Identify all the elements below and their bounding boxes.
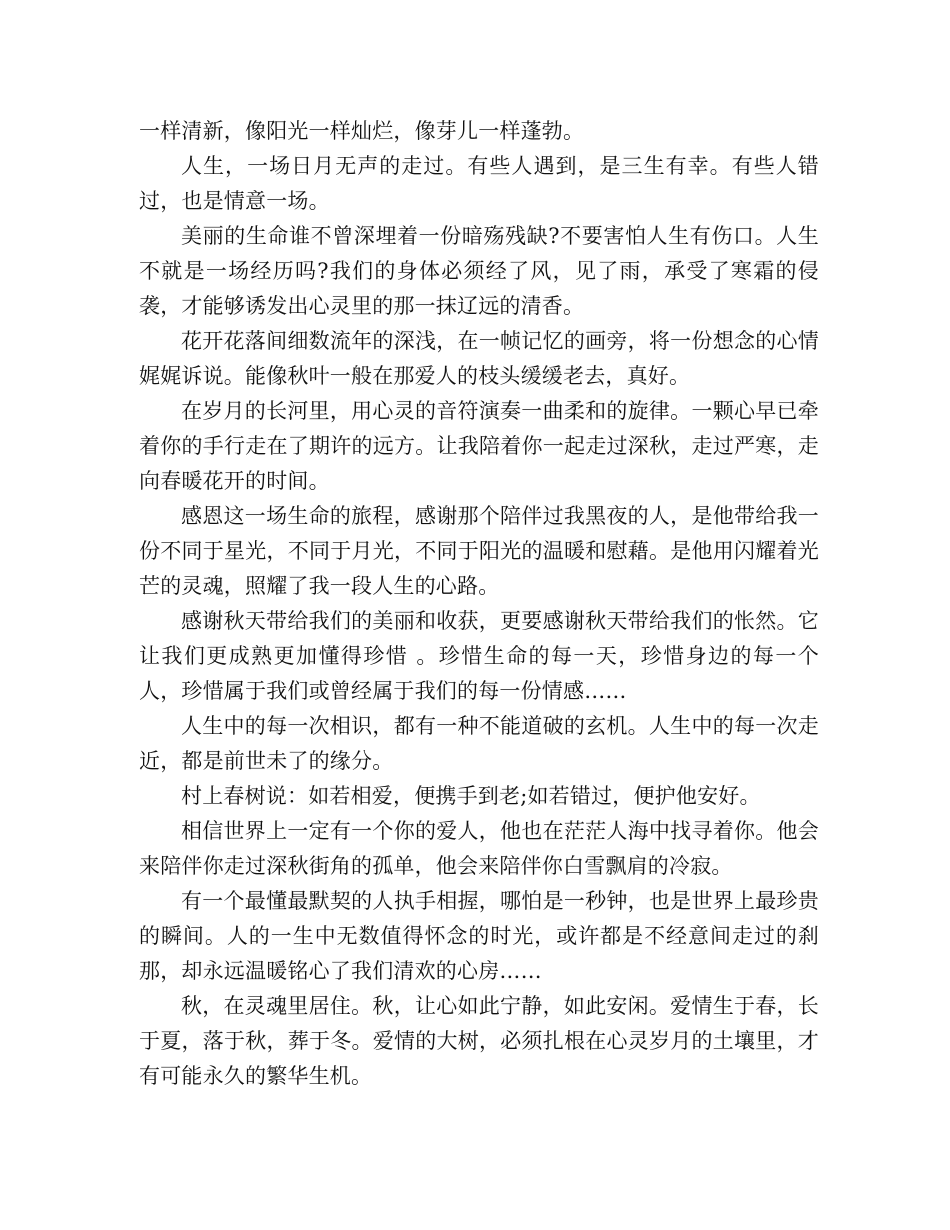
article-body — [139, 114, 819, 1094]
paragraph-5: 在岁月的长河里，用心灵的音符演奏一曲柔和的旋律。一颗心早已牵着你的手行走在了期许的远方。让我陪着你一起走过深秋，走过严寒，走向春暖花开的时间。 — [139, 399, 819, 493]
paragraph-10: 相信世界上一定有一个你的爱人，他也在茫茫人海中找寻着你。他会来陪伴你走过深秋街角的孤单，他会来陪伴你白雪飘肩的冷寂。 — [139, 819, 819, 878]
paragraph-1: 一样清新，像阳光一样灿烂，像芽儿一样蓬勃。 — [139, 119, 585, 143]
paragraph-3: 美丽的生命谁不曾深埋着一份暗殇残缺?不要害怕人生有伤口。人生不就是一场经历吗?我们的身体必须经了风，见了雨，承受了寒霜的侵袭，才能够诱发出心灵里的那一抹辽远的清香。 — [139, 224, 819, 318]
paragraph-4: 花开花落间细数流年的深浅，在一帧记忆的画旁，将一份想念的心情娓娓诉说。能像秋叶一般在那爱人的枝头缓缓老去，真好。 — [139, 329, 819, 388]
paragraph-2: 人生，一场日月无声的走过。有些人遇到，是三生有幸。有些人错过，也是情意一场。 — [139, 154, 819, 213]
paragraph-6: 感恩这一场生命的旅程，感谢那个陪伴过我黑夜的人，是他带给我一份不同于星光，不同于月光，不同于阳光的温暖和慰藉。是他用闪耀着光芒的灵魂，照耀了我一段人生的心路。 — [139, 504, 819, 598]
paragraph-9: 村上春树说：如若相爱，便携手到老;如若错过，便护他安好。 — [181, 784, 761, 808]
paragraph-11: 有一个最懂最默契的人执手相握，哪怕是一秒钟，也是世界上最珍贵的瞬间。人的一生中无数值得怀念的时光，或许都是不经意间走过的刹那，却永远温暖铭心了我们清欢的心房…… — [139, 889, 819, 983]
paragraph-8: 人生中的每一次相识，都有一种不能道破的玄机。人生中的每一次走近，都是前世未了的缘分。 — [139, 714, 819, 773]
paragraph-7: 感谢秋天带给我们的美丽和收获，更要感谢秋天带给我们的怅然。它让我们更成熟更加懂得珍惜 。珍惜生命的每一天，珍惜身边的每一个人，珍惜属于我们或曾经属于我们的每一份情感…… — [139, 609, 819, 703]
paragraph-12: 秋，在灵魂里居住。秋，让心如此宁静，如此安闲。爱情生于春，长于夏，落于秋，葬于冬。爱情的大树，必须扎根在心灵岁月的土壤里，才有可能永久的繁华生机。 — [139, 994, 819, 1088]
